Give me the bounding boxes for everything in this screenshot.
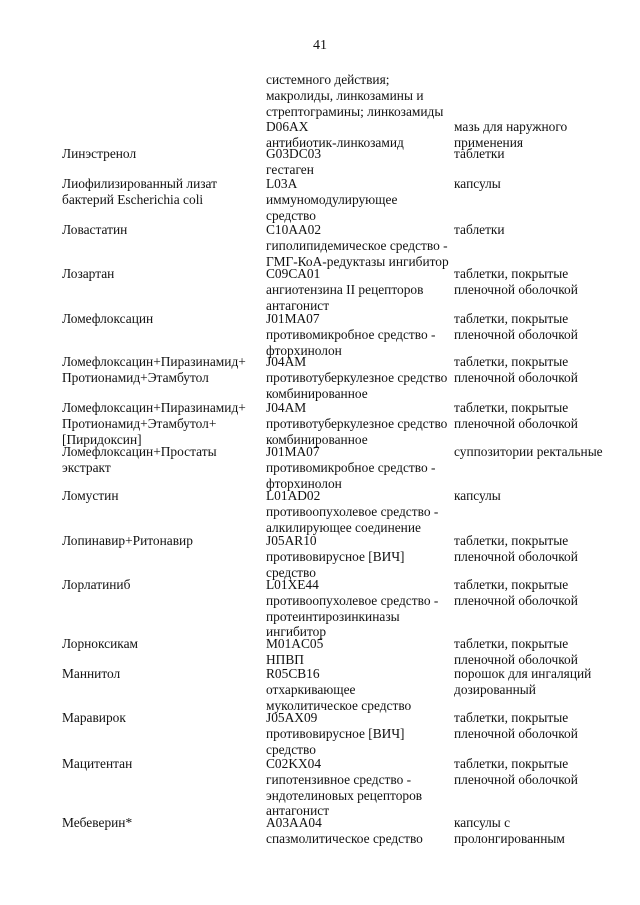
atc-code-description-line: противовирусное [ВИЧ] (266, 548, 405, 564)
drug-name-line: Маравирок (62, 710, 126, 725)
atc-code-description-line: средство (266, 741, 316, 757)
atc-code-description-line: гиполипидемическое средство - (266, 237, 448, 253)
dosage-form-cell (454, 666, 636, 698)
drug-name-cell (62, 222, 262, 238)
dosage-form-cell (454, 636, 636, 668)
drug-name-line: Ломефлоксацин+Простаты (62, 444, 217, 459)
drug-name-line: Ломефлоксацин+Пиразинамид+ (62, 354, 246, 369)
drug-name-line: Маннитол (62, 666, 121, 681)
atc-code-description-line: гипотензивное средство - (266, 771, 412, 787)
atc-code-description-line: противомикробное средство - (266, 326, 436, 342)
atc-code-description-cell (266, 710, 456, 757)
dosage-form-line: пленочной оболочкой (454, 548, 578, 564)
atc-code-description-line: ангиотензина II рецепторов (266, 281, 424, 297)
atc-code-description-line: C10AA02 (266, 222, 322, 237)
drug-name-line: Мацитентан (62, 756, 133, 771)
atc-code-description-line: гестаген (266, 161, 314, 177)
dosage-form-line: таблетки, покрытые (454, 533, 569, 548)
dosage-form-line: пленочной оболочкой (454, 281, 578, 297)
dosage-form-cell (454, 72, 636, 151)
dosage-form-line: таблетки, покрытые (454, 577, 569, 592)
atc-code-description-line: алкилирующее соединение (266, 519, 421, 535)
atc-code-description-line: A03AA04 (266, 815, 322, 830)
dosage-form-cell (454, 146, 636, 162)
atc-code-description-line: комбинированное (266, 385, 368, 401)
drug-name-cell (62, 400, 262, 447)
atc-code-description-line: фторхинолон (266, 342, 342, 358)
dosage-form-cell (454, 266, 636, 298)
drug-name-cell (62, 266, 262, 282)
dosage-form-cell (454, 176, 636, 192)
atc-code-description-line: R05CB16 (266, 666, 320, 681)
atc-code-description-line: L01XE44 (266, 577, 319, 592)
atc-code-description-line: отхаркивающее (266, 681, 356, 697)
atc-code-description-line: стрептограмины; линкозамиды (266, 103, 444, 119)
atc-code-description-line: муколитическое средство (266, 697, 412, 713)
drug-name-cell (62, 444, 262, 476)
atc-code-description-line: антибиотик-линкозамид (266, 135, 404, 151)
dosage-form-cell (454, 577, 636, 609)
drug-name-line: Лопинавир+Ритонавир (62, 533, 193, 548)
dosage-form-cell (454, 533, 636, 565)
drug-name-line: Лорлатиниб (62, 577, 131, 592)
atc-code-description-line: протеинтирозинкиназы (266, 608, 400, 624)
dosage-form-cell (454, 400, 636, 432)
atc-code-description-line: G03DC03 (266, 146, 322, 161)
atc-code-description-line: эндотелиновых рецепторов (266, 787, 423, 803)
dosage-form-cell (454, 354, 636, 386)
atc-code-description-line: спазмолитическое средство (266, 830, 423, 846)
dosage-form-line (454, 104, 636, 120)
atc-code-description-line: J01MA07 (266, 311, 320, 326)
atc-code-description-line: системного действия; (266, 72, 390, 87)
atc-code-description-cell (266, 756, 456, 819)
drug-name-line: Протионамид+Этамбутол (62, 369, 209, 385)
atc-code-description-cell (266, 146, 456, 178)
atc-code-description-line: средство (266, 207, 316, 223)
atc-code-description-cell (266, 354, 456, 401)
dosage-form-cell (454, 488, 636, 504)
drug-name-line: Лозартан (62, 266, 115, 281)
drug-name-line: [Пиридоксин] (62, 431, 142, 447)
dosage-form-line: пленочной оболочкой (454, 592, 578, 608)
atc-code-description-line: противотуберкулезное средство (266, 415, 448, 431)
dosage-form-cell (454, 311, 636, 343)
atc-code-description-line: макролиды, линкозамины и (266, 87, 424, 103)
atc-code-description-line: C09CA01 (266, 266, 321, 281)
dosage-form-line: дозированный (454, 681, 536, 697)
dosage-form-line: пролонгированным (454, 830, 565, 846)
atc-code-description-line: противоопухолевое средство - (266, 503, 439, 519)
drug-name-line: Ломефлоксацин+Пиразинамид+ (62, 400, 246, 415)
dosage-form-line: таблетки, покрытые (454, 400, 569, 415)
atc-code-description-line: ингибитор (266, 624, 327, 640)
atc-code-description-cell (266, 488, 456, 535)
atc-code-description-line: противоопухолевое средство - (266, 592, 439, 608)
drug-name-cell (62, 636, 262, 652)
dosage-form-cell (454, 444, 636, 460)
drug-name-line: Протионамид+Этамбутол+ (62, 415, 217, 431)
atc-code-description-line: J01MA07 (266, 444, 320, 459)
atc-code-description-line: НПВП (266, 651, 304, 667)
atc-code-description-cell (266, 636, 456, 668)
drug-name-line: Лиофилизированный лизат (62, 176, 217, 191)
dosage-form-line: таблетки, покрытые (454, 354, 569, 369)
drug-name-line: Ломефлоксацин (62, 311, 154, 326)
dosage-form-line: пленочной оболочкой (454, 771, 578, 787)
drug-name-cell (62, 756, 262, 772)
atc-code-description-cell (266, 577, 456, 640)
page-number: 41 (313, 38, 327, 53)
dosage-form-cell (454, 222, 636, 238)
atc-code-description-line: антагонист (266, 297, 330, 313)
drug-name-cell (62, 176, 262, 208)
atc-code-description-line: противовирусное [ВИЧ] (266, 725, 405, 741)
atc-code-description-line: L01AD02 (266, 488, 321, 503)
dosage-form-line: капсулы с (454, 815, 511, 830)
drug-name-cell (62, 666, 262, 682)
dosage-form-line: таблетки, покрытые (454, 710, 569, 725)
atc-code-description-line: C02KX04 (266, 756, 322, 771)
drug-name-line: Ловастатин (62, 222, 128, 237)
atc-code-description-line: J05AR10 (266, 533, 317, 548)
atc-code-description-cell (266, 72, 456, 151)
dosage-form-line: таблетки, покрытые (454, 756, 569, 771)
atc-code-description-line: фторхинолон (266, 475, 342, 491)
atc-code-description-line: J04AM (266, 400, 307, 415)
dosage-form-cell (454, 756, 636, 788)
atc-code-description-line: J04AM (266, 354, 307, 369)
drug-name-cell (62, 815, 262, 831)
drug-name-cell (62, 533, 262, 549)
atc-code-description-line: ГМГ-КоА-редуктазы ингибитор (266, 253, 449, 269)
drug-name-line: Линэстренол (62, 146, 137, 161)
drug-name-line: Ломустин (62, 488, 119, 503)
drug-name-cell (62, 311, 262, 327)
atc-code-description-cell (266, 815, 456, 847)
atc-code-description-cell (266, 533, 456, 580)
atc-code-description-line: комбинированное (266, 431, 368, 447)
atc-code-description-cell (266, 176, 456, 223)
atc-code-description-line: D06AX (266, 119, 309, 135)
atc-code-description-line: противомикробное средство - (266, 459, 436, 475)
dosage-form-line: пленочной оболочкой (454, 326, 578, 342)
dosage-form-cell (454, 815, 636, 847)
dosage-form-line: суппозитории ректальные (454, 444, 603, 459)
dosage-form-line: порошок для ингаляций (454, 666, 592, 681)
dosage-form-line: капсулы (454, 176, 501, 191)
dosage-form-line: пленочной оболочкой (454, 415, 578, 431)
dosage-form-line: пленочной оболочкой (454, 725, 578, 741)
drug-name-line: Мебеверин* (62, 815, 133, 830)
dosage-form-line (454, 72, 636, 88)
drug-name-line: экстракт (62, 459, 111, 475)
atc-code-description-line: J05AX09 (266, 710, 318, 725)
dosage-form-line: таблетки, покрытые (454, 266, 569, 281)
drug-name-line: Лорноксикам (62, 636, 139, 651)
atc-code-description-cell (266, 666, 456, 713)
dosage-form-line: капсулы (454, 488, 501, 503)
atc-code-description-line: антагонист (266, 803, 330, 819)
atc-code-description-cell (266, 311, 456, 358)
atc-code-description-cell (266, 444, 456, 491)
dosage-form-line: пленочной оболочкой (454, 369, 578, 385)
atc-code-description-line: средство (266, 564, 316, 580)
drug-name-cell (62, 354, 262, 386)
atc-code-description-line: L03A (266, 176, 298, 191)
dosage-form-line (454, 88, 636, 104)
atc-code-description-cell (266, 266, 456, 313)
drug-name-cell (62, 488, 262, 504)
drug-name-cell (62, 710, 262, 726)
dosage-form-line: таблетки, покрытые (454, 636, 569, 651)
atc-code-description-line: M01AC05 (266, 636, 324, 651)
atc-code-description-cell (266, 222, 456, 269)
dosage-form-line: таблетки (454, 146, 505, 161)
atc-code-description-cell (266, 400, 456, 447)
drug-name-cell (62, 146, 262, 162)
dosage-form-line: мазь для наружного (454, 119, 568, 135)
drug-name-line: бактерий Escherichia coli (62, 191, 204, 207)
dosage-form-cell (454, 710, 636, 742)
dosage-form-line: таблетки, покрытые (454, 311, 569, 326)
dosage-form-line: применения (454, 135, 524, 151)
drug-name-cell (62, 577, 262, 593)
atc-code-description-line: иммуномодулирующее (266, 191, 398, 207)
dosage-form-line: таблетки (454, 222, 505, 237)
atc-code-description-line: противотуберкулезное средство (266, 369, 448, 385)
dosage-form-line: пленочной оболочкой (454, 651, 578, 667)
